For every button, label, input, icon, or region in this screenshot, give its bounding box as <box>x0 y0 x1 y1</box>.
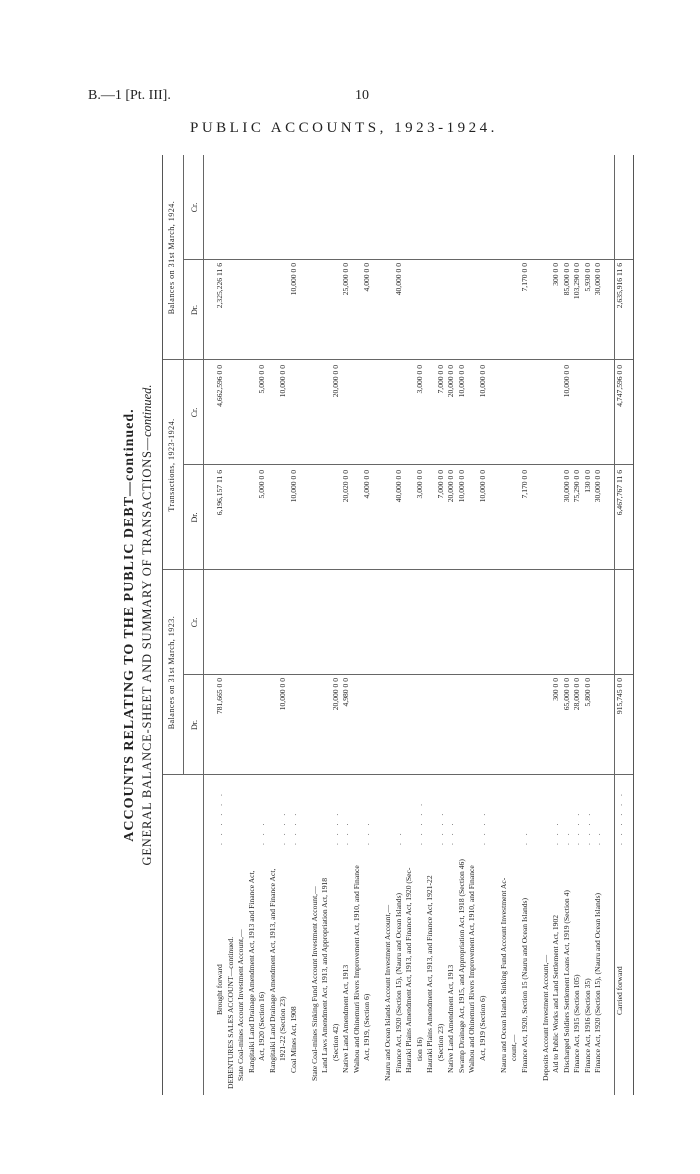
header-rule <box>203 155 204 1095</box>
amount-b23dr: 4,980 0 0 <box>341 678 350 707</box>
leader-dots: . . <box>393 830 403 845</box>
amount-trdr: 75,290 0 0 <box>572 470 581 503</box>
table-row <box>320 155 329 1095</box>
leader-dots: . . . . . <box>414 800 424 845</box>
table-row <box>488 155 497 1095</box>
table-row <box>373 155 382 1095</box>
amount-trcr: 7,000 0 0 <box>435 365 445 394</box>
amount-b24dr: 2,635,916 11 6 <box>615 263 624 309</box>
table-row <box>331 155 340 1095</box>
table-row <box>247 155 256 1095</box>
amount-trcr: 20,000 0 0 <box>330 365 340 398</box>
row-label: Native Land Amendment Act, 1913 <box>341 964 350 1073</box>
amount-trcr: 10,000 0 0 <box>278 365 287 398</box>
row-label: Aid to Public Works and Land Settlement Act, 1902 <box>551 914 560 1073</box>
row-label: (Section 42) <box>330 1023 340 1061</box>
row-label: Act, 1920 (Section 16) <box>257 991 266 1061</box>
amount-b24dr: 2,325,226 11 6 <box>215 263 224 309</box>
col-header-dr: Dr. <box>190 305 199 315</box>
table-row <box>457 155 466 1095</box>
table-row <box>467 155 476 1095</box>
table-row <box>289 155 298 1095</box>
amount-trdr: 20,000 0 0 <box>446 470 455 503</box>
amount-trcr: 10,000 0 0 <box>561 365 571 398</box>
row-label: Native Land Amendment Act, 1913 <box>446 964 455 1073</box>
table-row <box>446 155 455 1095</box>
amount-trdr: 6,467,767 11 6 <box>615 470 624 516</box>
leader-dots: . . <box>593 830 602 845</box>
row-label: Carried forward <box>615 966 624 1015</box>
table-row <box>509 155 518 1095</box>
amount-b23dr: 300 0 0 <box>551 678 560 701</box>
table-subtitle-main: GENERAL BALANCE-SHEET AND SUMMARY OF TRANSACTIONS— <box>140 436 154 866</box>
col-header-cr: Cr. <box>190 202 199 213</box>
leader-dots: . . . . . . <box>215 791 224 845</box>
balance-sheet <box>120 155 635 1095</box>
leader-dots: . . . <box>341 820 350 845</box>
table-row <box>530 155 539 1095</box>
header-rule <box>183 155 184 775</box>
row-label: Hauraki Plains Amendment Act, 1913, and Finance Act, 1921-22 <box>425 875 434 1073</box>
table-row <box>383 155 392 1095</box>
amount-trdr: 7,000 0 0 <box>435 470 445 499</box>
col-header-cr: Cr. <box>190 407 199 418</box>
table-row <box>415 155 424 1095</box>
amount-trdr: 30,000 0 0 <box>593 470 602 503</box>
table-row <box>352 155 361 1095</box>
row-label: count,— <box>509 1034 518 1061</box>
row-label: Act, 1919, (Section 6) <box>362 993 371 1061</box>
leader-dots: . . . <box>551 820 560 845</box>
row-label: Discharged Soldiers Settlement Loans Act, 1919 (Section 4) <box>561 890 571 1073</box>
table-row <box>404 155 413 1095</box>
row-label: Finance Act, 1920, Section 15 (Nauru and Ocean Islands) <box>519 897 529 1073</box>
table-row <box>215 155 224 1095</box>
row-label: State Coal-mines Sinking Fund Account Investment Account,— <box>309 886 319 1081</box>
leader-dots: . . . <box>446 820 455 845</box>
amount-trcr: 10,000 0 0 <box>477 365 487 398</box>
row-label: (Section 23) <box>435 1023 445 1061</box>
table-row <box>593 155 602 1095</box>
row-label: 1921-22 (Section 23) <box>278 996 287 1061</box>
amount-b24dr: 30,000 0 0 <box>593 263 602 296</box>
amount-b23dr: 5,800 0 0 <box>582 678 592 707</box>
amount-b23dr: 65,000 0 0 <box>561 678 571 711</box>
amount-b24dr: 25,000 0 0 <box>341 263 350 296</box>
amount-trdr: 130 0 0 <box>582 470 592 493</box>
leader-dots: . . <box>519 830 529 845</box>
amount-trdr: 10,000 0 0 <box>456 470 466 503</box>
amount-b23dr: 28,000 0 0 <box>572 678 581 711</box>
table-row <box>236 155 245 1095</box>
row-label: Deposits Account Investment Account,— <box>540 954 550 1081</box>
row-label: Waihou and Ohinemuri Rivers Improvement Act, 1910, and Finance <box>351 865 361 1073</box>
amount-trdr: 10,000 0 0 <box>288 470 298 503</box>
col-header-dr: Dr. <box>190 512 199 523</box>
table-row <box>499 155 508 1095</box>
row-label: tion 16) <box>414 1037 424 1061</box>
table-row <box>394 155 403 1095</box>
table-row <box>436 155 445 1095</box>
table-row <box>478 155 487 1095</box>
amount-b24dr: 40,000 0 0 <box>393 263 403 296</box>
amount-b24dr: 4,000 0 0 <box>362 263 371 292</box>
row-label: Nauru and Ocean Islands Sinking Fund Account Investment Ac- <box>498 877 508 1073</box>
rotated-table-frame <box>120 155 635 1095</box>
amount-trcr: 5,000 0 0 <box>257 365 266 394</box>
leader-dots: . . . . <box>330 810 340 845</box>
row-label: Finance Act, 1920 (Section 15), (Nauru and Ocean Islands) <box>593 892 602 1073</box>
ledger-table <box>162 155 634 1095</box>
page-title: PUBLIC ACCOUNTS, 1923-1924. <box>190 120 498 136</box>
row-label: Rangitaiki Land Drainage Amendment Act, 1913 and Finance Act, <box>246 870 256 1073</box>
row-label: Nauru and Ocean Islands Account Investment Account,— <box>383 904 392 1081</box>
amount-trcr: 4,662,596 0 0 <box>215 365 224 407</box>
table-subtitle <box>140 155 155 1095</box>
amount-trdr: 20,020 0 0 <box>341 470 350 503</box>
col-header-dr: Dr. <box>190 720 199 730</box>
row-label: Land Laws Amendment Act, 1913, and Appropriation Act, 1918 <box>320 877 329 1073</box>
col-header-cr: Cr. <box>190 617 199 628</box>
row-label: Act, 1919 (Section 6) <box>477 995 487 1061</box>
amount-trcr: 3,000 0 0 <box>414 365 424 394</box>
row-label: Coal Mines Act, 1908 <box>288 1006 298 1073</box>
amount-trdr: 10,000 0 0 <box>477 470 487 503</box>
amount-b23dr: 10,000 0 0 <box>278 678 287 711</box>
amount-trdr: 30,000 0 0 <box>561 470 571 503</box>
leader-dots: . . . . <box>435 810 445 845</box>
amount-b23dr: 781,665 0 0 <box>215 678 224 715</box>
row-label: Waihou and Ohinemuri Rivers Improvement Act, 1910, and Finance <box>467 865 476 1073</box>
amount-b24dr: 85,000 0 0 <box>561 263 571 296</box>
table-row <box>520 155 529 1095</box>
row-label: DEBENTURES SALES ACCOUNT—continued. <box>225 936 235 1089</box>
table-title: ACCOUNTS RELATING TO THE PUBLIC DEBT—continued. <box>122 408 137 842</box>
amount-trcr: 10,000 0 0 <box>456 365 466 398</box>
group-header-transactions: Transactions, 1923-1924. <box>167 418 176 512</box>
amount-trdr: 5,000 0 0 <box>257 470 266 499</box>
row-label: Brought forward <box>215 964 224 1015</box>
leader-dots: . . . . <box>572 810 581 845</box>
row-label: Finance Act, 1916 (Section 35) <box>582 978 592 1073</box>
leader-dots: . . . . <box>288 810 298 845</box>
table-row <box>604 155 613 1095</box>
table-row <box>425 155 434 1095</box>
leader-dots: . . . . <box>477 810 487 845</box>
amount-b23dr: 20,000 0 0 <box>330 678 340 711</box>
table-row <box>226 155 235 1095</box>
table-row <box>551 155 560 1095</box>
leader-dots: . . . <box>362 820 371 845</box>
table-row <box>572 155 581 1095</box>
table-row <box>268 155 277 1095</box>
table-subtitle-continued: continued. <box>140 384 154 437</box>
amount-b24dr: 10,000 0 0 <box>288 263 298 296</box>
table-row <box>541 155 550 1095</box>
table-row <box>299 155 308 1095</box>
amount-b24dr: 5,930 0 0 <box>582 263 592 292</box>
table-row <box>614 155 624 1095</box>
amount-trdr: 7,170 0 0 <box>519 470 529 499</box>
leader-dots: . . . . . . <box>615 791 624 845</box>
leader-dots: . . . . <box>278 810 287 845</box>
page-number: 10 <box>355 88 369 103</box>
row-label: Hauraki Plains Amendment Act, 1913, and Finance Act, 1920 (Sec- <box>404 867 413 1073</box>
table-row <box>341 155 350 1095</box>
row-label: Finance Act, 1915 (Section 105) <box>572 974 581 1073</box>
amount-b23dr: 915,745 0 0 <box>615 678 624 715</box>
table-row <box>278 155 287 1095</box>
page-header-reference: B.—1 [Pt. III]. <box>88 88 171 103</box>
table-row <box>257 155 266 1095</box>
group-header-1923: Balances on 31st March, 1923. <box>167 615 176 730</box>
row-label: Finance Act, 1920 (Section 15), (Nauru and Ocean Islands) <box>393 892 403 1073</box>
row-label: Swamp Drainage Act, 1915, and Appropriation Act, 1918 (Section 46) <box>456 859 466 1073</box>
leader-dots: . . . . <box>582 810 592 845</box>
row-label: State Coal-mines Account Investment Account,— <box>236 929 245 1081</box>
row-label: Rangitaiki Land Drainage Amendment Act, 1913, and Finance Act, <box>267 868 277 1073</box>
amount-trdr: 4,000 0 0 <box>362 470 371 499</box>
amount-trcr: 4,747,596 0 0 <box>615 365 624 407</box>
table-row <box>362 155 371 1095</box>
amount-b24dr: 300 0 0 <box>551 263 560 286</box>
amount-trcr: 20,000 0 0 <box>446 365 455 398</box>
leader-dots: . . <box>561 830 571 845</box>
group-header-1924: Balances on 31st March, 1924. <box>167 200 176 315</box>
table-row <box>562 155 571 1095</box>
leader-dots: . . . <box>257 820 266 845</box>
amount-b24dr: 103,290 0 0 <box>572 263 581 300</box>
amount-b24dr: 7,170 0 0 <box>519 263 529 292</box>
table-row <box>583 155 592 1095</box>
amount-trdr: 6,196,157 11 6 <box>215 470 224 516</box>
amount-trdr: 3,000 0 0 <box>414 470 424 499</box>
table-row <box>310 155 319 1095</box>
amount-trdr: 40,000 0 0 <box>393 470 403 503</box>
